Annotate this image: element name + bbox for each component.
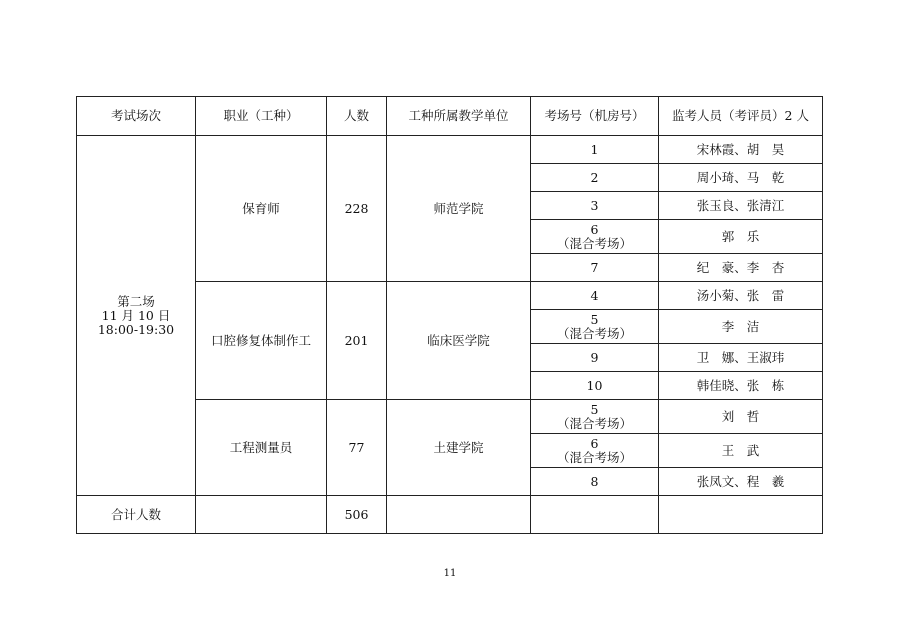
room-cell: [531, 254, 659, 282]
proctors-cell: 张玉良、张清江: [659, 192, 823, 220]
room-number: 5: [590, 401, 599, 417]
unit-cell: 临床医学院: [387, 282, 531, 400]
room-number: 4: [590, 287, 599, 303]
total-count: 506: [327, 496, 387, 534]
proctors-cell: 张凤文、程 羲: [659, 468, 823, 496]
total-label: 合计人数: [77, 496, 196, 534]
room-number: 8: [590, 473, 599, 489]
room-number: 5: [590, 311, 599, 327]
proctors-cell: 卫 娜、王淑玮: [659, 344, 823, 372]
table-header-row: [77, 97, 823, 136]
room-cell: [531, 344, 659, 372]
room-number: 2: [590, 169, 599, 185]
room-note: （混合考场）: [556, 235, 632, 251]
room-number: 7: [590, 259, 599, 275]
session-time: 18:00-19:30: [97, 321, 175, 337]
session-cell: [77, 136, 196, 496]
room-cell: [531, 310, 659, 344]
proctors-cell: 韩佳晓、张 栋: [659, 372, 823, 400]
total-empty-cell: [531, 496, 659, 534]
proctors-cell: 王 武: [659, 434, 823, 468]
unit-cell: 土建学院: [387, 400, 531, 496]
room-note: （混合考场）: [556, 415, 632, 431]
room-cell: [531, 192, 659, 220]
total-empty-cell: [659, 496, 823, 534]
total-row: [77, 496, 823, 534]
count-cell: 77: [327, 400, 387, 496]
total-empty-cell: [387, 496, 531, 534]
room-number: 9: [590, 349, 599, 365]
room-note: （混合考场）: [556, 449, 632, 465]
proctors-cell: 宋林霞、胡 昊: [659, 136, 823, 164]
room-cell: [531, 372, 659, 400]
unit-cell: 师范学院: [387, 136, 531, 282]
room-cell: [531, 136, 659, 164]
room-note: （混合考场）: [556, 325, 632, 341]
proctors-cell: 周小琦、马 乾: [659, 164, 823, 192]
room-cell: [531, 282, 659, 310]
room-cell: [531, 400, 659, 434]
header-session: 考试场次: [77, 97, 196, 136]
occupation-cell: 保育师: [196, 136, 327, 282]
session-date: 11 月 10 日: [101, 307, 171, 323]
room-number: 10: [586, 377, 603, 393]
room-number: 3: [590, 197, 599, 213]
proctors-cell: 汤小菊、张 雷: [659, 282, 823, 310]
page-number: 11: [443, 568, 457, 579]
room-number: 6: [590, 435, 599, 451]
room-number: 1: [590, 141, 599, 157]
header-room: 考场号（机房号）: [531, 97, 659, 136]
exam-schedule-table: [76, 96, 823, 534]
room-number: 6: [590, 221, 599, 237]
header-occupation: 职业（工种）: [196, 97, 327, 136]
proctors-cell: 郭 乐: [659, 220, 823, 254]
total-empty-cell: [196, 496, 327, 534]
room-cell: [531, 164, 659, 192]
occupation-cell: 工程测量员: [196, 400, 327, 496]
room-cell: [531, 468, 659, 496]
occupation-cell: 口腔修复体制作工: [196, 282, 327, 400]
room-cell: [531, 434, 659, 468]
count-cell: 228: [327, 136, 387, 282]
session-name: 第二场: [117, 293, 155, 309]
header-count: 人数: [327, 97, 387, 136]
count-cell: 201: [327, 282, 387, 400]
proctors-cell: 李 洁: [659, 310, 823, 344]
header-proctors: 监考人员（考评员）2 人: [659, 97, 823, 136]
table-row: [77, 136, 823, 164]
header-unit: 工种所属教学单位: [387, 97, 531, 136]
proctors-cell: 纪 豪、李 杏: [659, 254, 823, 282]
proctors-cell: 刘 哲: [659, 400, 823, 434]
room-cell: [531, 220, 659, 254]
